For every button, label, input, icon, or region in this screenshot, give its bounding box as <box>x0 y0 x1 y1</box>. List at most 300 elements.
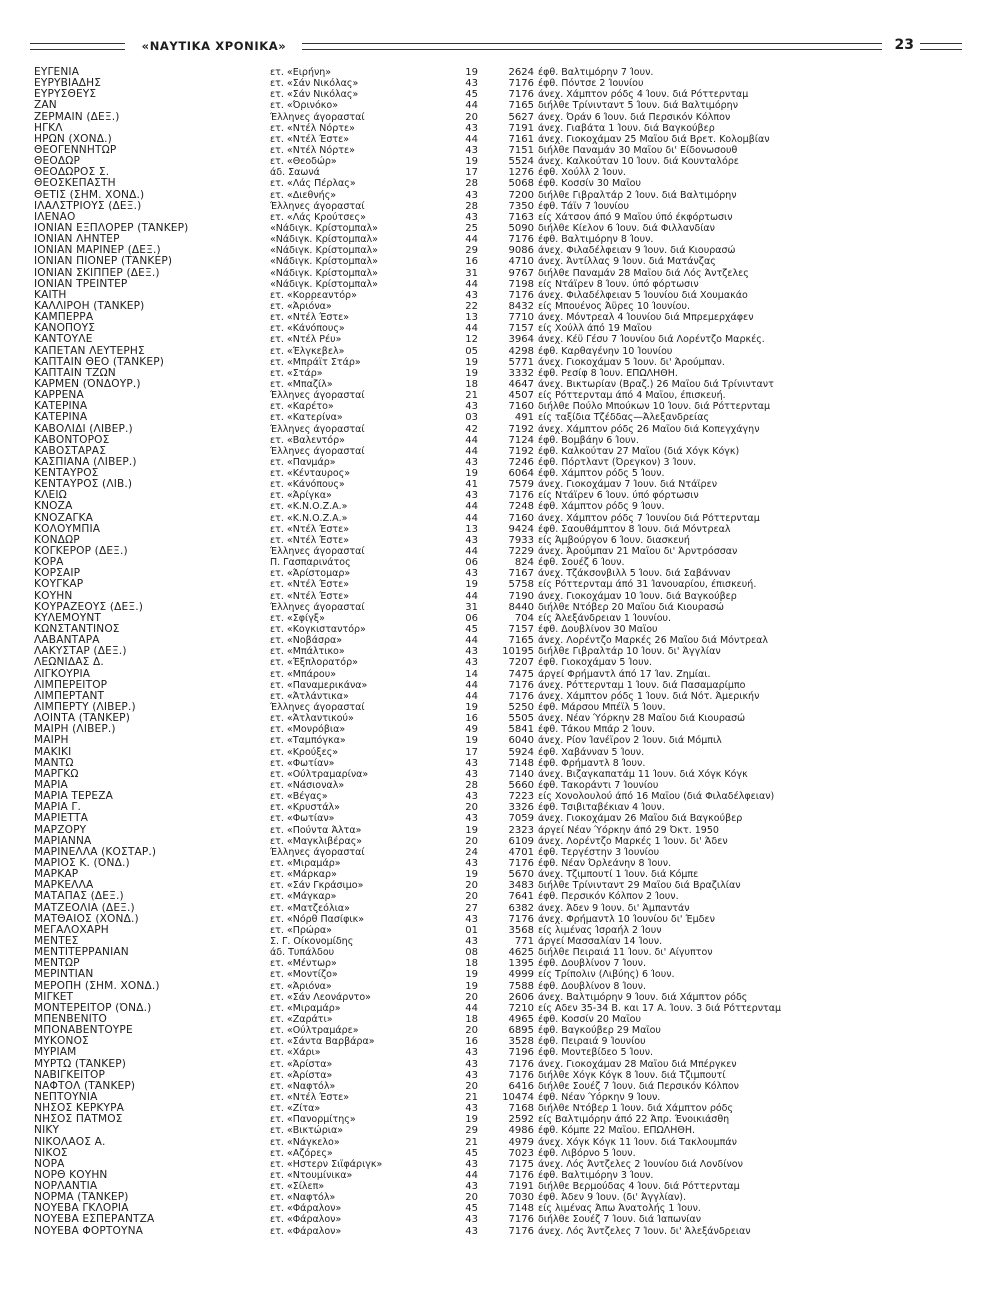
ship-name: ΚΟΥΓΚΑΡ <box>34 579 84 591</box>
ship-flag-code: 20 <box>465 1080 478 1092</box>
ship-row <box>34 1070 964 1081</box>
ship-row <box>34 513 964 524</box>
ship-tonnage: 9767 <box>508 267 534 279</box>
ship-row <box>34 190 964 201</box>
ship-row <box>34 100 964 111</box>
ship-movement: είς Ρόττερνταμ άπό 4 Μαΐου, έπισκευή. <box>538 390 726 402</box>
ship-movement: διήλθε Τρίνινταντ 5 Ίουν. διά Βαλτιμόρην <box>538 100 738 112</box>
ship-movement: είς Άλεξάνδρειαν 1 Ίουνίου. <box>538 612 672 624</box>
ship-flag-code: 21 <box>465 1136 478 1148</box>
ship-flag-code: 17 <box>465 167 478 179</box>
ship-agent: Π. Γασπαρινάτος <box>270 557 351 569</box>
ship-flag-code: 43 <box>465 1069 478 1081</box>
ship-tonnage: 8440 <box>508 601 534 613</box>
ship-agent: ετ. «Ζαράτι» <box>270 1013 333 1025</box>
ship-agent: ετ. «Ντέλ Νόρτε» <box>270 144 355 156</box>
ship-agent: Έλληνες άγορασταί <box>270 390 365 402</box>
ship-movement: διήλθε Χόγκ Κόγκ 8 Ίουν. διά Τζιμπουτί <box>538 1069 726 1081</box>
ship-flag-code: 43 <box>465 211 478 223</box>
ship-name: ΘΕΟΔΩΡΟΣ Σ. <box>34 167 110 179</box>
ship-tonnage: 7207 <box>508 657 534 669</box>
ship-name: ΚΑΡΡΕΝΑ <box>34 390 84 402</box>
ship-name: ΛΙΜΠΕΡΤΥ (ΛΙΒΕΡ.) <box>34 702 136 714</box>
ship-row <box>34 1025 964 1036</box>
ship-flag-code: 43 <box>465 78 478 90</box>
ship-agent: ετ. «Βαλεντόρ» <box>270 434 345 446</box>
ship-agent: ετ. «Σίλεπ» <box>270 1181 325 1193</box>
ship-row <box>34 791 964 802</box>
ship-tonnage: 4965 <box>508 1013 534 1025</box>
ship-agent: ετ. «Πανμάρ» <box>270 456 336 468</box>
ship-name: ΚΑΛΛΙΡΟΗ (ΤΆΝΚΕΡ) <box>34 300 145 312</box>
ship-row <box>34 312 964 323</box>
ship-name: ΚΑΒΟΝΤΟΡΟΣ <box>34 434 110 446</box>
ship-row <box>34 1214 964 1225</box>
header-rule-right <box>302 43 882 50</box>
ship-row <box>34 1059 964 1070</box>
header-rule-left <box>30 43 125 50</box>
ship-agent: ετ. «Μονρόβια» <box>270 724 346 736</box>
ship-row <box>34 123 964 134</box>
ship-agent: ετ. «Άριόνα» <box>270 300 332 312</box>
ship-agent: ετ. «Κατερίνα» <box>270 412 343 424</box>
ship-movement: άργεί Μασσαλίαν 14 Ίουν. <box>538 935 663 947</box>
ship-movement: έφθ. Τάκου Μπάρ 2 Ίουν. <box>538 724 656 736</box>
ship-name: ΜΑΡΙΑ <box>34 780 68 791</box>
ship-row <box>34 201 964 212</box>
ship-movement: έφθ. Τάϊν 7 Ίουνίου <box>538 200 629 212</box>
ship-flag-code: 20 <box>465 802 478 814</box>
ship-movement: έφθ. Καρθαγένην 10 Ίουνίου <box>538 345 673 357</box>
ship-agent: ετ. «Άτλαντικού» <box>270 713 354 725</box>
ship-tonnage: 7246 <box>508 456 534 468</box>
ship-movement: άνεχ. Βαλτιμόρην 9 Ίουν. διά Χάμπτον ρόδς <box>538 991 748 1003</box>
ship-movement: έφθ. Μάρσου Μπέϊλ 5 Ίουν. <box>538 702 666 714</box>
ship-tonnage: 491 <box>514 412 534 424</box>
ship-name: ΚΑΤΕΡΙΝΑ <box>34 412 88 424</box>
ship-movement: είς Αδεν 35-34 Β. και 17 Α. Ίουν. 3 διά Ρόττερνταμ <box>538 1002 782 1014</box>
ship-agent: ετ. «Φάραλον» <box>270 1214 342 1226</box>
ship-name: ΜΥΡΤΩ (ΤΆΝΚΕΡ) <box>34 1058 127 1070</box>
ship-row <box>34 992 964 1003</box>
ship-row <box>34 357 964 368</box>
ship-movement: είς λιμένας Ίσραήλ 2 Ίουν <box>538 924 662 936</box>
ship-row <box>34 290 964 301</box>
ship-name: ΝΟΡΘ ΚΟΥΗΝ <box>34 1169 108 1181</box>
ship-agent: ετ. «Κένταυρος» <box>270 468 351 480</box>
ship-tonnage: 6064 <box>508 468 534 480</box>
ship-flag-code: 19 <box>465 702 478 714</box>
ship-name: ΙΛΕΝΑΟ <box>34 211 76 223</box>
ship-agent: ετ. «Ζίτα» <box>270 1103 321 1115</box>
ship-row <box>34 490 964 501</box>
ship-tonnage: 5670 <box>508 869 534 881</box>
ship-row <box>34 836 964 847</box>
ship-row <box>34 1181 964 1192</box>
ship-name: ΜΕΡΟΠΗ (ΣΗΜ. ΧΟΝΔ.) <box>34 980 160 992</box>
ship-name: ΜΑΡΙΟΣ Κ. (ΌΝΔ.) <box>34 857 130 869</box>
ship-agent: ετ. «Έξπλορατόρ» <box>270 657 358 669</box>
ship-tonnage: 3568 <box>508 924 534 936</box>
ship-flag-code: 29 <box>465 1125 478 1137</box>
ship-movement: έφθ. Σαουθάμπτον 8 Ίουν. διά Μόντρεαλ <box>538 523 731 535</box>
ship-flag-code: 43 <box>465 1181 478 1193</box>
ship-row <box>34 1170 964 1181</box>
ship-name: ΚΛΕΙΩ <box>34 490 67 502</box>
ship-tonnage: 7059 <box>508 813 534 825</box>
ship-name: ΝΗΣΟΣ ΚΕΡΚΥΡΑ <box>34 1103 125 1115</box>
ship-row <box>34 925 964 936</box>
ship-tonnage: 4979 <box>508 1136 534 1148</box>
ship-movement: άνεχ. Γιαβάτα 1 Ίουν. διά Βαγκούβερ <box>538 122 715 134</box>
ship-flag-code: 19 <box>465 367 478 379</box>
ship-agent: ετ. «Στάρ» <box>270 367 323 379</box>
ship-tonnage: 7475 <box>508 668 534 680</box>
ship-tonnage: 5660 <box>508 780 534 791</box>
ship-row <box>34 524 964 535</box>
ship-tonnage: 7176 <box>508 1169 534 1181</box>
ship-flag-code: 06 <box>465 612 478 624</box>
ship-row <box>34 301 964 312</box>
ship-agent: ετ. «Άρίστα» <box>270 1058 333 1070</box>
ship-tonnage: 7176 <box>508 913 534 925</box>
ship-row <box>34 1092 964 1103</box>
ship-flag-code: 43 <box>465 768 478 780</box>
ship-agent: ετ. «Κογκισταντόρ» <box>270 624 366 636</box>
ship-tonnage: 7168 <box>508 1103 534 1115</box>
ship-flag-code: 41 <box>465 479 478 491</box>
ship-flag-code: 43 <box>465 857 478 869</box>
ship-movement: διήλθε Τρίνινταντ 29 Μαΐου διά Βραζιλίαν <box>538 880 741 892</box>
ship-tonnage: 7030 <box>508 1192 534 1204</box>
ship-agent: ετ. «Σάν Γκράσιμο» <box>270 880 364 892</box>
ship-movement: έφθ. Πειραιά 9 Ίουνίου <box>538 1036 646 1048</box>
ship-name: ΜΙΓΚΕΤ <box>34 991 74 1003</box>
ship-movement: διήλθε Πειραιά 11 Ίουν. δι' Αίγυπτον <box>538 947 713 959</box>
ship-tonnage: 4647 <box>508 378 534 390</box>
ship-tonnage: 5924 <box>508 746 534 758</box>
ship-name: ΕΥΡΥΒΙΑΔΗΣ <box>34 78 102 90</box>
ship-agent: ετ. «Άρίστα» <box>270 1069 333 1081</box>
ship-flag-code: 14 <box>465 668 478 680</box>
ship-row <box>34 256 964 267</box>
ship-movement: άνεχ. Γιοκοχάμαν 10 Ίουν. διά Βαγκούβερ <box>538 590 737 602</box>
ship-name: ΜΑΡΚΑΡ <box>34 869 79 881</box>
ship-agent: ετ. «Σάν Λεονάρντο» <box>270 991 371 1003</box>
ship-flag-code: 06 <box>465 557 478 569</box>
ship-flag-code: 43 <box>465 144 478 156</box>
ship-row <box>34 802 964 813</box>
ship-tonnage: 7192 <box>508 445 534 457</box>
ship-agent: ετ. «Παναμερικάνα» <box>270 679 368 691</box>
ship-flag-code: 20 <box>465 1192 478 1204</box>
ship-flag-code: 18 <box>465 1013 478 1025</box>
ship-agent: ετ. «Καρέτο» <box>270 401 334 413</box>
ship-row <box>34 713 964 724</box>
ship-row <box>34 390 964 401</box>
ship-movement: άνεχ. Τζάκσονβιλλ 5 Ίουν. διά Σαβάνναν <box>538 568 731 580</box>
ship-agent: ετ. «Σάν Νικόλας» <box>270 78 359 90</box>
ship-name: ΚΟΥΡΑΖΕΟΥΣ (ΔΕΞ.) <box>34 601 144 613</box>
ship-agent: ετ. «Ηστερν Σιϊφάριγκ» <box>270 1158 383 1170</box>
ship-agent: ετ. «Πούντα Άλτα» <box>270 824 362 836</box>
ship-row <box>34 969 964 980</box>
ship-name: ΜΑΝΤΩ <box>34 757 74 769</box>
ship-row <box>34 947 964 958</box>
ship-name: ΝΟΡΑ <box>34 1158 65 1170</box>
ship-tonnage: 7176 <box>508 234 534 246</box>
ship-tonnage: 7176 <box>508 679 534 691</box>
ship-agent: άδ. Τυπάλδου <box>270 947 335 959</box>
ship-movement: άνεχ. Γιοκοχάμαν 28 Μαΐου διά Μπέργκεν <box>538 1058 737 1070</box>
ship-row <box>34 691 964 702</box>
ship-agent: ετ. «Ντέλ Έστε» <box>270 534 350 546</box>
ship-name: ΝΟΡΛΑΝΤΙΑ <box>34 1181 98 1193</box>
ship-movement: είς Χάτσον άπό 9 Μαΐου ύπό έκφόρτωσιν <box>538 211 733 223</box>
ship-flag-code: 29 <box>465 245 478 257</box>
ship-row <box>34 1081 964 1092</box>
ship-name: ΗΓΚΛ <box>34 122 63 134</box>
ship-row <box>34 602 964 613</box>
ship-movement: άνεχ. Λός Άντζελες 2 Ίουνίου διά Λονδίνον <box>538 1158 743 1170</box>
ship-name: ΜΑΙΡΗ <box>34 735 69 747</box>
ship-tonnage: 4298 <box>508 345 534 357</box>
ship-agent: ετ. «Άρίστομαρ» <box>270 568 351 580</box>
ship-movement: έφθ. Ρεσίφ 8 Ίουν. ΕΠΩΛΗΘΗ. <box>538 367 678 379</box>
ship-flag-code: 20 <box>465 880 478 892</box>
ship-tonnage: 7579 <box>508 479 534 491</box>
ship-agent: ετ. «Νάγκελο» <box>270 1136 340 1148</box>
ship-flag-code: 43 <box>465 1158 478 1170</box>
ship-row <box>34 1203 964 1214</box>
ship-tonnage: 7175 <box>508 1158 534 1170</box>
ship-movement: άνεχ. Γιοκοχάμαν 26 Μαΐου διά Βαγκούβερ <box>538 813 743 825</box>
ship-tonnage: 1395 <box>508 958 534 970</box>
ship-agent: ετ. «Ντέλ Έστε» <box>270 1091 350 1103</box>
ship-flag-code: 05 <box>465 345 478 357</box>
ship-name: ΚΕΝΤΑΥΡΟΣ (ΛΙΒ.) <box>34 479 133 491</box>
ship-flag-code: 44 <box>465 100 478 112</box>
ship-tonnage: 7176 <box>508 1225 534 1237</box>
ship-agent: ετ. «Νάσιοναλ» <box>270 780 345 791</box>
ship-name: ΜΕΡΙΝΤΙΑΝ <box>34 969 94 981</box>
ship-row <box>34 279 964 290</box>
ship-agent: ετ. «Χάρι» <box>270 1047 321 1059</box>
ship-name: ΚΟΝΔΩΡ <box>34 534 80 546</box>
ship-flag-code: 44 <box>465 323 478 335</box>
ship-tonnage: 5627 <box>508 111 534 123</box>
ship-row <box>34 579 964 590</box>
ship-flag-code: 20 <box>465 835 478 847</box>
ship-tonnage: 10474 <box>502 1091 534 1103</box>
ship-tonnage: 5841 <box>508 724 534 736</box>
ship-name: ΚΝΟΖΑΓΚΑ <box>34 512 94 524</box>
ship-row <box>34 67 964 78</box>
ship-row <box>34 813 964 824</box>
ship-flag-code: 22 <box>465 300 478 312</box>
ship-tonnage: 7163 <box>508 211 534 223</box>
ship-movement: άνεχ. Χάμπτον ρόδς 26 Μαΐου διά Κοπεγχάγην <box>538 423 760 435</box>
ship-agent: ετ. «Μπάρου» <box>270 668 337 680</box>
ship-agent: Έλληνες άγορασταί <box>270 702 365 714</box>
ship-agent: ετ. «Ναφτόλ» <box>270 1192 336 1204</box>
ship-movement: έφθ. Κόμπε 22 Μαΐου. ΕΠΩΛΗΘΗ. <box>538 1125 696 1137</box>
ship-agent: ετ. «Ντουμίνικα» <box>270 1169 353 1181</box>
ship-movement: άνεχ. Καλκούταν 10 Ίουν. διά Κουνταλόρε <box>538 156 739 168</box>
ship-flag-code: 43 <box>465 913 478 925</box>
ship-tonnage: 6109 <box>508 835 534 847</box>
ship-flag-code: 45 <box>465 89 478 101</box>
ship-name: ΜΑΤΘΑΙΟΣ (ΧΟΝΔ.) <box>34 913 139 925</box>
ship-agent: ετ. «Ντέλ Έστε» <box>270 523 350 535</box>
ship-row <box>34 1125 964 1136</box>
ship-name: ΙΟΝΙΑΝ ΛΗΝΤΕΡ <box>34 234 120 246</box>
ship-tonnage: 7176 <box>508 690 534 702</box>
ship-agent: ετ. «Νοβάσρα» <box>270 635 343 647</box>
ship-flag-code: 43 <box>465 534 478 546</box>
ship-row <box>34 446 964 457</box>
ship-tonnage: 7210 <box>508 1002 534 1014</box>
ship-row <box>34 535 964 546</box>
ship-flag-code: 43 <box>465 1225 478 1237</box>
ship-movement: έφθ. Βαγκούβερ 29 Μαΐου <box>538 1025 661 1037</box>
ship-row <box>34 435 964 446</box>
ship-tonnage: 4986 <box>508 1125 534 1137</box>
ship-movement: έφθ. Βομβάην 6 Ίουν. <box>538 434 639 446</box>
ship-agent: ετ. «Μπάλτικο» <box>270 646 345 658</box>
ship-tonnage: 6382 <box>508 902 534 914</box>
ship-tonnage: 7176 <box>508 78 534 90</box>
ship-name: ΝΟΡΜΑ (ΤΆΝΚΕΡ) <box>34 1192 129 1204</box>
ship-agent: ετ. «Φάραλον» <box>270 1225 342 1237</box>
ship-row <box>34 769 964 780</box>
ship-movement: άνεχ. Γιοκοχάμαν 5 Ίουν. δι' Άρούμπαν. <box>538 356 725 368</box>
ship-name: ΚΟΡΑ <box>34 557 64 569</box>
ship-flag-code: 19 <box>465 980 478 992</box>
ship-tonnage: 7588 <box>508 980 534 992</box>
ship-flag-code: 44 <box>465 234 478 246</box>
ship-row <box>34 735 964 746</box>
ship-agent: ετ. «Κάνόπους» <box>270 323 345 335</box>
ship-name: ΛΕΩΝΙΔΑΣ Δ. <box>34 657 104 669</box>
ship-movement: έφθ. Σουέζ 6 Ίουν. <box>538 557 625 569</box>
ship-movement: άνεχ. Φιλαδέλφειαν 9 Ίουν. διά Κιουρασώ <box>538 245 736 257</box>
ship-row <box>34 245 964 256</box>
ship-tonnage: 9086 <box>508 245 534 257</box>
ship-row <box>34 702 964 713</box>
ship-tonnage: 7160 <box>508 401 534 413</box>
ship-row <box>34 268 964 279</box>
ship-name: ΜΕΝΤΙΤΕΡΡΑΝΙΑΝ <box>34 947 129 959</box>
ship-name: ΚΑΠΕΤΑΝ ΛΕΥΤΕΡΗΣ <box>34 345 145 357</box>
ship-row <box>34 825 964 836</box>
ship-flag-code: 43 <box>465 935 478 947</box>
ship-movement: άνεχ. Κέϋ Γέσυ 7 Ίουνίου διά Λορέντζο Μαρκές. <box>538 334 765 346</box>
ship-movement: διήλθε Παναμάν 30 Μαΐου δι' Είδονωσουθ <box>538 144 738 156</box>
ship-agent: ετ. «Σάν Νικόλας» <box>270 89 359 101</box>
ship-name: ΖΕΡΜΑΙΝ (ΔΕΞ.) <box>34 111 120 123</box>
ship-movement: έφθ. Τεργέστην 3 Ίουνίου <box>538 846 660 858</box>
ship-flag-code: 44 <box>465 546 478 558</box>
ship-name: ΜΑΚΙΚΙ <box>34 746 72 758</box>
ship-movement: άνεχ. Βιζαγκαπατάμ 11 Ίουν. διά Χόγκ Κόγκ <box>538 768 748 780</box>
ship-agent: ετ. «Ταμπόγκα» <box>270 735 346 747</box>
ship-tonnage: 7229 <box>508 546 534 558</box>
ship-row <box>34 758 964 769</box>
ship-agent: ετ. «Σάντα Βαρβάρα» <box>270 1036 375 1048</box>
ship-movement: είς Ρόττερνταμ άπό 31 Ίανουαρίου, έπισκευή. <box>538 579 757 591</box>
ship-flag-code: 19 <box>465 156 478 168</box>
ship-name: ΚΑΜΠΕΡΡΑ <box>34 312 94 324</box>
ship-row <box>34 346 964 357</box>
ship-name: ΚΑΝΤΟΥΛΕ <box>34 334 93 346</box>
ship-movement: άνεχ. Λορέντζο Μαρκές 1 Ίουν. δι' Άδεν <box>538 835 728 847</box>
ship-movement: έφθ. Χούλλ 2 Ίουν. <box>538 167 626 179</box>
ship-tonnage: 7191 <box>508 122 534 134</box>
ship-movement: άνεχ. Μόντρεαλ 4 Ίουνίου διά Μπρεμερχάφεν <box>538 312 754 324</box>
ship-tonnage: 7023 <box>508 1147 534 1159</box>
ship-movement: είς Βαλτιμόρην άπό 22 Άπρ. Ένοικιάσθη <box>538 1114 730 1126</box>
ship-flag-code: 27 <box>465 902 478 914</box>
ship-flag-code: 19 <box>465 969 478 981</box>
ship-agent: Έλληνες άγορασταί <box>270 200 365 212</box>
ship-name: ΝΟΥΕΒΑ ΦΟΡΤΟΥΝΑ <box>34 1225 144 1237</box>
ship-tonnage: 2606 <box>508 991 534 1003</box>
ship-name: ΙΟΝΙΑΝ ΤΡΕΪΝΤΕΡ <box>34 278 128 290</box>
ship-flag-code: 20 <box>465 111 478 123</box>
ship-flag-code: 45 <box>465 1147 478 1159</box>
ship-agent: «Νάδιγκ. Κρίστομπαλ» <box>270 222 378 234</box>
ship-movement: έφθ. Χάμπτον ρόδς 5 Ίουν. <box>538 468 665 480</box>
ship-row <box>34 1003 964 1014</box>
ship-movement: έφθ. Καλκούταν 27 Μαΐου (διά Χόγκ Κόγκ) <box>538 445 740 457</box>
ship-movement: έφθ. Τσιβιταβέκιαν 4 Ίουν. <box>538 802 665 814</box>
ship-agent: ετ. «Λάς Κρούτσες» <box>270 211 366 223</box>
ship-flag-code: 44 <box>465 445 478 457</box>
ship-tonnage: 7176 <box>508 1069 534 1081</box>
ship-agent: ετ. «Νόρθ Πασίφικ» <box>270 913 365 925</box>
ship-tonnage: 7157 <box>508 624 534 636</box>
ship-row <box>34 936 964 947</box>
ship-agent: ετ. «Κρούξες» <box>270 746 339 758</box>
ship-agent: ετ. «Μαγκλιβέρας» <box>270 835 363 847</box>
ship-row <box>34 401 964 412</box>
ship-movement: διήλθε Γιβραλτάρ 10 Ίουν. δι' Άγγλίαν <box>538 646 721 658</box>
ship-flag-code: 44 <box>465 133 478 145</box>
ship-row <box>34 323 964 334</box>
ship-tonnage: 7223 <box>508 791 534 803</box>
ship-agent: «Νάδιγκ. Κρίστομπαλ» <box>270 267 378 279</box>
ship-flag-code: 28 <box>465 780 478 791</box>
ship-movement: άργεί Νέαν Ύόρκην άπό 29 Όκτ. 1950 <box>538 824 719 836</box>
ship-flag-code: 43 <box>465 1058 478 1070</box>
ship-name: ΜΑΡΚΕΛΛΑ <box>34 880 94 892</box>
ship-flag-code: 21 <box>465 1091 478 1103</box>
ship-movement: έφθ. Δουβλίνον 7 Ίουν. <box>538 958 646 970</box>
ship-tonnage: 7165 <box>508 100 534 112</box>
ship-row <box>34 468 964 479</box>
ship-flag-code: 20 <box>465 1025 478 1037</box>
ship-movement: έφθ. Χάμπτον ρόδς 9 Ίουν. <box>538 501 665 513</box>
ship-movement: άνεχ. Λός Άντζελες 7 Ίουν. δι' Άλεξάνδρειαν <box>538 1225 751 1237</box>
ship-name: ΜΕΝΤΕΣ <box>34 935 79 947</box>
ship-tonnage: 5758 <box>508 579 534 591</box>
ship-agent: ετ. «Μάγκαρ» <box>270 891 337 903</box>
ship-agent: ετ. «Φάραλον» <box>270 1203 342 1215</box>
ship-tonnage: 704 <box>514 612 534 624</box>
ship-name: ΘΕΟΓΕΝΝΗΤΩΡ <box>34 144 117 156</box>
ship-movement: είς ταξίδια Τζέδδας—Άλεξανδρείας <box>538 412 710 424</box>
